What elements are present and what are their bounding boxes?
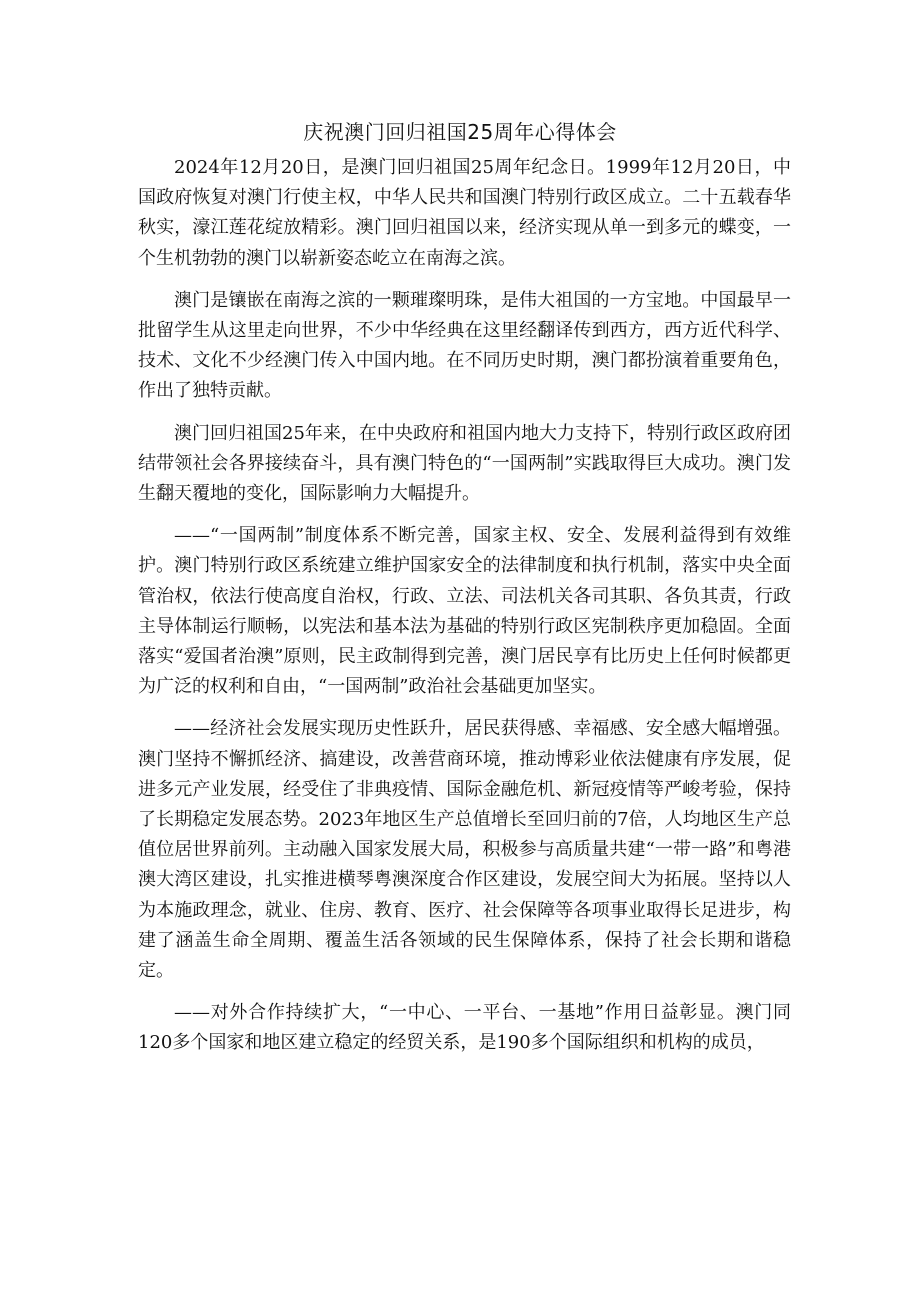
- paragraph-1: 2024年12月20日，是澳门回归祖国25周年纪念日。1999年12月20日，中国政府恢复对澳门行使主权，中华人民共和国澳门特别行政区成立。二十五载春华秋实，濠江莲花绽放精彩。澳门回归祖国以来，经济实现从单一到多元的蝶变，一个生机勃勃的澳门以崭新姿态屹立在南海之滨。: [138, 157, 791, 269]
- paragraph-3: 澳门回归祖国25年来，在中央政府和祖国内地大力支持下，特别行政区政府团结带领社会各界接续奋斗，具有澳门特色的“一国两制”实践取得巨大成功。澳门发生翻天覆地的变化，国际影响力大幅提升。: [138, 422, 791, 505]
- document-body: [138, 153, 791, 1071]
- document-title: 庆祝澳门回归祖国25周年心得体会: [303, 120, 617, 144]
- paragraph-4: ——“一国两制”制度体系不断完善，国家主权、安全、发展利益得到有效维护。澳门特别行政区系统建立维护国家安全的法律制度和执行机制，落实中央全面管治权，依法行使高度自治权，行政、立法、司法机关各司其职、各负其责，行政主导体制运行顺畅，以宪法和基本法为基础的特别行政区宪制秩序更加稳固。全面落实“爱国者治澳”原则，民主政制得到完善，澳门居民享有比历史上任何时候都更为广泛的权利和自由，“一国两制”政治社会基础更加坚实。: [138, 525, 791, 698]
- paragraph-5: ——经济社会发展实现历史性跃升，居民获得感、幸福感、安全感大幅增强。澳门坚持不懈抓经济、搞建设，改善营商环境，推动博彩业依法健康有序发展，促进多元产业发展，经受住了非典疫情、国际金融危机、新冠疫情等严峻考验，保持了长期稳定发展态势。2023年地区生产总值增长至回归前的7倍，人均地区生产总值位居世界前列。主动融入国家发展大局，积极参与高质量共建“一带一路”和粤港澳大湾区建设，扎实推进横琴粤澳深度合作区建设，发展空间大为拓展。坚持以人为本施政理念，就业、住房、教育、医疗、社会保障等各项事业取得长足进步，构建了涵盖生命全周期、覆盖生活各领域的民生保障体系，保持了社会长期和谐稳定。: [138, 718, 791, 982]
- paragraph-6: ——对外合作持续扩大，“一中心、一平台、一基地”作用日益彰显。澳门同120多个国家和地区建立稳定的经贸关系，是190多个国际组织和机构的成员，: [138, 1002, 791, 1054]
- paragraph-2: 澳门是镶嵌在南海之滨的一颗璀璨明珠，是伟大祖国的一方宝地。中国最早一批留学生从这里走向世界，不少中华经典在这里经翻译传到西方，西方近代科学、技术、文化不少经澳门传入中国内地。在不同历史时期，澳门都扮演着重要角色，作出了独特贡献。: [138, 289, 791, 402]
